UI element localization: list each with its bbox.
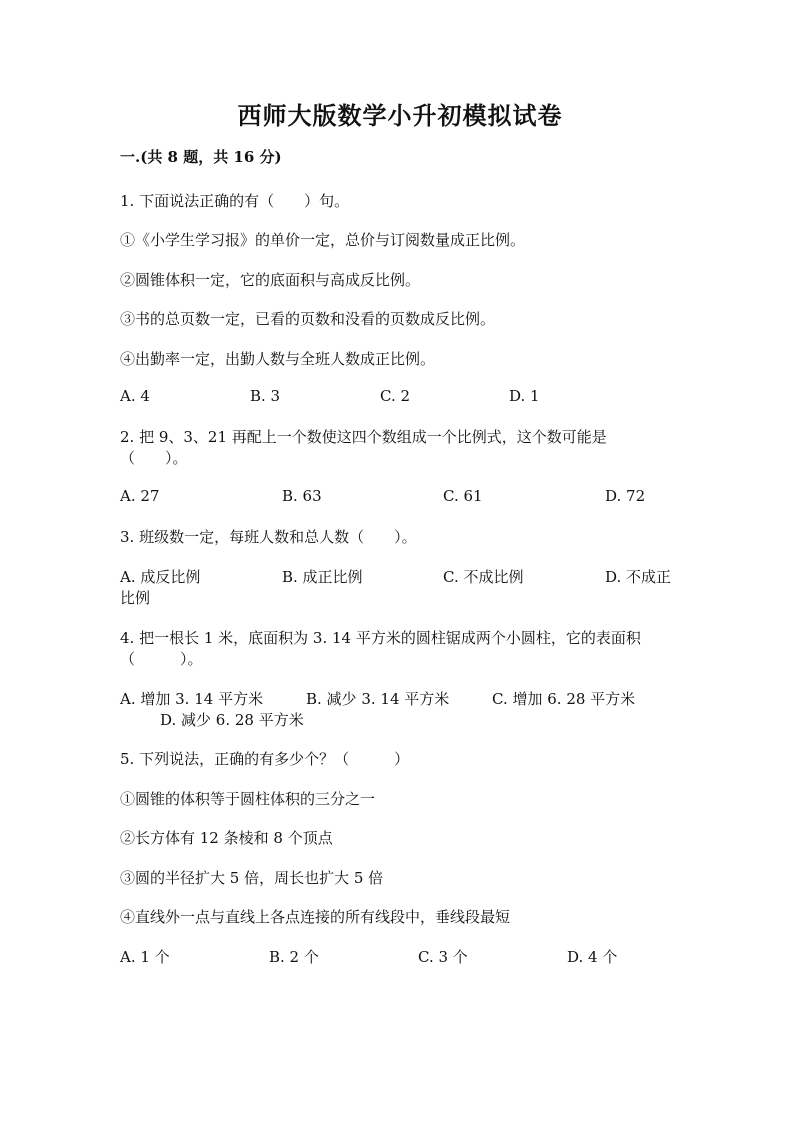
question-3-option-d[interactable]: D. 不成正 <box>605 568 672 586</box>
question-5-item-4: ④直线外一点与直线上各点连接的所有线段中，垂线段最短 <box>120 908 511 926</box>
question-2-option-d[interactable]: D. 72 <box>605 487 646 505</box>
question-3-stem: 3. 班级数一定，每班人数和总人数（ ）。 <box>120 528 417 546</box>
question-1-item-2: ②圆锥体积一定，它的底面积与高成反比例。 <box>120 271 421 289</box>
question-1-option-d[interactable]: D. 1 <box>509 387 540 405</box>
question-4-stem-continuation: （ ）。 <box>120 650 203 668</box>
section-heading: 一.(共 8 题，共 16 分) <box>120 148 282 166</box>
question-5-option-d[interactable]: D. 4 个 <box>567 948 618 966</box>
question-4-option-a[interactable]: A. 增加 3. 14 平方米 <box>120 690 264 708</box>
question-3-option-d-continuation: 比例 <box>120 589 151 607</box>
question-4-stem: 4. 把一根长 1 米，底面积为 3. 14 平方米的圆柱锯成两个小圆柱，它的表面积 <box>120 629 641 647</box>
question-5-item-1: ①圆锥的体积等于圆柱体积的三分之一 <box>120 790 376 808</box>
question-5-option-c[interactable]: C. 3 个 <box>418 948 468 966</box>
question-5-item-3: ③圆的半径扩大 5 倍，周长也扩大 5 倍 <box>120 869 384 887</box>
question-5-option-b[interactable]: B. 2 个 <box>269 948 319 966</box>
question-1-option-c[interactable]: C. 2 <box>380 387 411 405</box>
question-3-option-c[interactable]: C. 不成比例 <box>443 568 524 586</box>
question-3-option-a[interactable]: A. 成反比例 <box>120 568 201 586</box>
question-4-option-d[interactable]: D. 减少 6. 28 平方米 <box>160 711 304 729</box>
question-1-item-1: ①《小学生学习报》的单价一定，总价与订阅数量成正比例。 <box>120 231 526 249</box>
question-4-option-b[interactable]: B. 减少 3. 14 平方米 <box>306 690 450 708</box>
question-1-stem: 1. 下面说法正确的有（ ）句。 <box>120 192 350 210</box>
question-2-stem-continuation: （ ）。 <box>120 449 188 467</box>
question-1-option-a[interactable]: A. 4 <box>120 387 150 405</box>
page-title: 西师大版数学小升初模拟试卷 <box>237 101 563 130</box>
question-5-item-2: ②长方体有 12 条棱和 8 个顶点 <box>120 829 333 847</box>
question-1-option-b[interactable]: B. 3 <box>250 387 281 405</box>
question-3-option-b[interactable]: B. 成正比例 <box>282 568 363 586</box>
question-5-stem: 5. 下列说法，正确的有多少个？（ ） <box>120 750 410 768</box>
question-4-option-c[interactable]: C. 增加 6. 28 平方米 <box>492 690 636 708</box>
question-1-item-3: ③书的总页数一定，已看的页数和没看的页数成反比例。 <box>120 310 496 328</box>
question-5-option-a[interactable]: A. 1 个 <box>120 948 170 966</box>
question-2-option-c[interactable]: C. 61 <box>443 487 483 505</box>
question-2-option-a[interactable]: A. 27 <box>120 487 160 505</box>
question-2-option-b[interactable]: B. 63 <box>282 487 322 505</box>
question-1-item-4: ④出勤率一定，出勤人数与全班人数成正比例。 <box>120 350 436 368</box>
question-2-stem: 2. 把 9、3、21 再配上一个数使这四个数组成一个比例式，这个数可能是 <box>120 428 607 446</box>
